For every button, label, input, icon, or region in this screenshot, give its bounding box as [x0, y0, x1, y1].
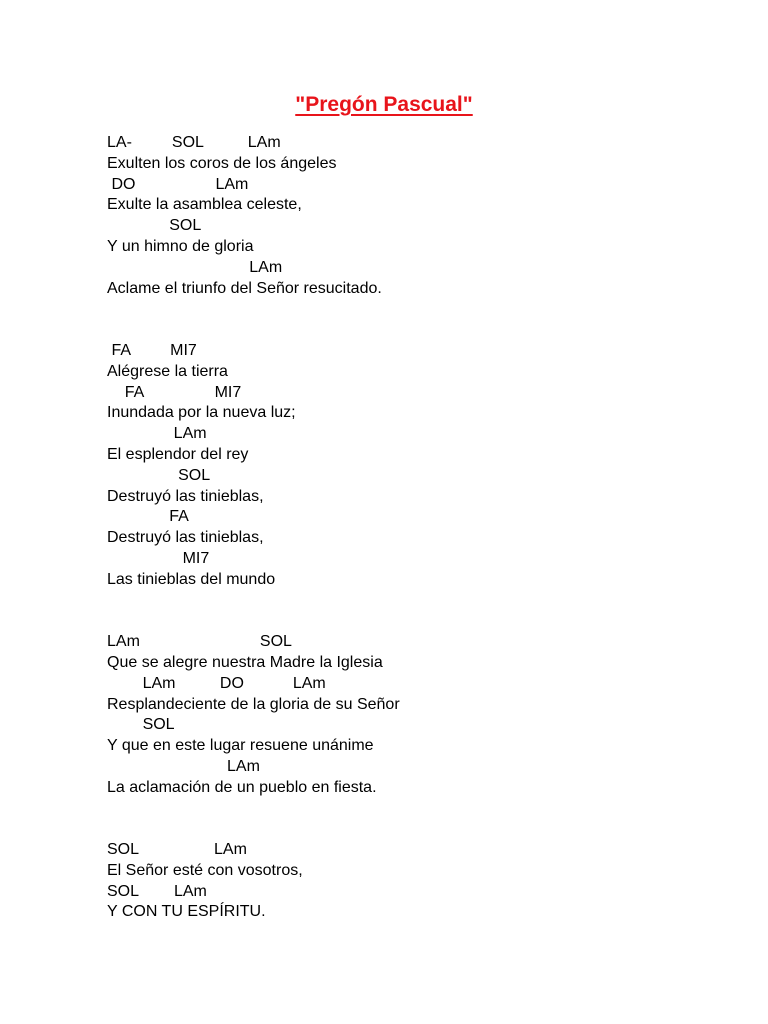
lyric-line: La aclamación de un pueblo en fiesta. [107, 778, 377, 796]
stanza-spacer [107, 591, 707, 633]
song-body [107, 133, 707, 923]
lyric-line: El esplendor del rey [107, 445, 249, 463]
chord-line: FA [107, 508, 189, 526]
chord-line: SOL [107, 217, 202, 235]
chord-line: SOL [107, 716, 175, 734]
stanza-spacer [107, 799, 707, 841]
lyric-line: Que se alegre nuestra Madre la Iglesia [107, 653, 383, 671]
stanza [107, 341, 707, 591]
lyric-line: El Señor esté con vosotros, [107, 861, 303, 879]
lyric-line: Exulten los coros de los ángeles [107, 154, 337, 172]
chord-line: LAm SOL [107, 633, 292, 651]
chord-line: DO LAm [107, 175, 249, 193]
chord-line: LAm [107, 757, 260, 775]
lyric-line: Las tinieblas del mundo [107, 570, 276, 588]
stanza-spacer [107, 299, 707, 341]
lyric-line: Destruyó las tinieblas, [107, 487, 264, 505]
lyric-line: Y un himno de gloria [107, 237, 254, 255]
chord-line: FA MI7 [107, 341, 197, 359]
lyric-line: Inundada por la nueva luz; [107, 404, 296, 422]
document-title [0, 91, 768, 119]
chord-line: SOL LAm [107, 882, 207, 900]
chord-line: LA- SOL LAm [107, 134, 281, 151]
stanza [107, 632, 707, 798]
lyric-line: Aclame el triunfo del Señor resucitado. [107, 279, 382, 297]
chord-line: LAm [107, 425, 207, 443]
lyric-line: Y que en este lugar resuene unánime [107, 737, 374, 755]
chord-line: LAm DO LAm [107, 674, 326, 692]
chord-line: MI7 [107, 549, 210, 567]
stanza [107, 133, 707, 299]
chord-line: LAm [107, 258, 283, 276]
lyric-line: Alégrese la tierra [107, 362, 228, 380]
chord-line: SOL [107, 466, 211, 484]
chord-line: SOL LAm [107, 841, 247, 859]
stanza [107, 840, 707, 923]
lyric-line: Resplandeciente de la gloria de su Señor [107, 695, 400, 713]
lyric-line: Destruyó las tinieblas, [107, 529, 264, 547]
chord-line: FA MI7 [107, 383, 242, 401]
lyric-line: Y CON TU ESPÍRITU. [107, 903, 266, 921]
lyric-line: Exulte la asamblea celeste, [107, 196, 302, 214]
title-text: "Pregón Pascual" [295, 93, 473, 116]
